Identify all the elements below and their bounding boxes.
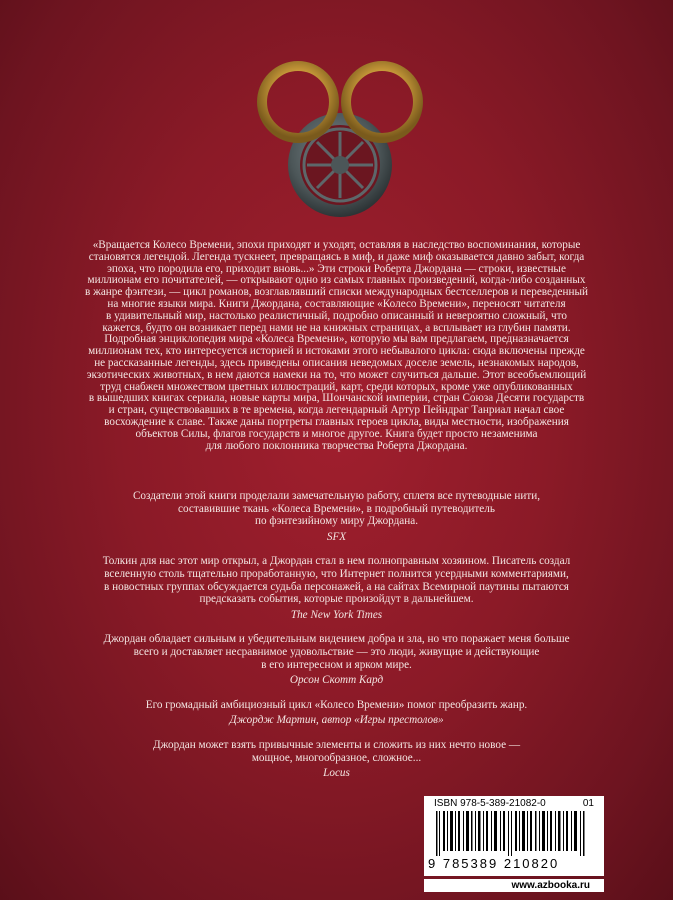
quote-author: Орсон Скотт Кард	[289, 674, 384, 687]
synopsis-line: в жанре фэнтези, — цикл романов, возглавлявший списки международных бестселлеров и переведенный	[85, 286, 588, 299]
barcode	[424, 796, 604, 876]
synopsis-line: эпоха, что породила его, приходит вновь...» Эти строки Роберта Джордана — строки, известные	[107, 262, 566, 275]
synopsis-line: «Вращается Колесо Времени, эпохи приходят и уходят, оставляя в наследство воспоминания, которые	[92, 239, 581, 251]
quote-line: предсказать события, которые произойдут в дальнейшем.	[199, 593, 474, 606]
quote-line: Создатели этой книги проделали замечательную работу, сплетя все путеводные нити,	[132, 490, 541, 502]
quote-author: The New York Times	[290, 608, 383, 621]
wheel-of-time-emblem	[240, 40, 440, 230]
synopsis-line: труд снабжен множеством цветных иллюстраций, карт, среди которых, кроме уже опубликованных	[100, 380, 573, 393]
synopsis	[70, 240, 603, 452]
quote-line: составившие ткань «Колеса Времени», в подробный путеводитель	[178, 502, 495, 515]
synopsis-line: не рассказанные легенды, здесь приведены описания неведомых доселе земель, незнакомых народов,	[94, 356, 579, 369]
publisher-website[interactable]: www.azbooka.ru	[424, 879, 604, 892]
review-quote	[60, 739, 613, 780]
quote-line: Его громадный амбициозный цикл «Колесо Времени» помог преобразить жанр.	[145, 698, 528, 711]
synopsis-line: кажется, будто он возникает перед нами не на книжных страницах, а всплывает из глубин памяти.	[102, 321, 571, 334]
synopsis-line: экзотических животных, в нем даются намеки на то, что может случиться дальше. Этот всеобъемлющий	[86, 368, 587, 381]
quote-line: Толкин для нас этот мир открыл, а Джордан стал в нем полноправным хозяином. Писатель создал	[102, 555, 571, 568]
synopsis-line: миллионам тех, кто интересуется историей и истоками этого небывалого цикла: сюда включены прежде	[88, 345, 585, 358]
synopsis-line: и стран, существовавших в те времена, когда легендарный Артур Пейндраг Танриал начал свое	[108, 404, 565, 417]
barcode-bars	[434, 811, 594, 856]
quote-line: в новостных группах обсуждается судьба персонажей, а на сайтах Всемирной паутины пытаются	[104, 580, 569, 593]
isbn-label: ISBN 978-5-389-21082-0	[434, 798, 546, 809]
synopsis-line: Подробная энциклопедия мира «Колеса Времени», которую мы вам предлагаем, предназначается	[104, 333, 569, 346]
review-quote	[60, 633, 613, 686]
quote-author: SFX	[326, 530, 347, 543]
synopsis-line: в вышедших книгах сериала, новые карты мира, Шончанской империи, стран Союза Десяти государств	[88, 392, 585, 405]
quote-line: в его интересном и ярком мире.	[261, 658, 412, 671]
synopsis-line: объектов Силы, флагов государств и многое другое. Книга будет просто незаменима	[135, 427, 538, 440]
synopsis-line: для любого поклонника творчества Роберта Джордана.	[205, 439, 468, 452]
quote-line: по фэнтезийному миру Джордана.	[254, 515, 419, 528]
synopsis-line: восхождение к славе. Также даны портреты главных героев цикла, виды местности, изображения	[104, 415, 569, 428]
quote-line: Джордан обладает сильным и убедительным видением добра и зла, но что поражает меня больше	[103, 633, 570, 646]
review-quote	[60, 555, 613, 621]
quote-line: Джордан может взять привычные элементы и сложить из них нечто новое —	[152, 738, 521, 751]
quote-line: вселенную столь тщательно проработанную, что Интернет полнится усердными комментариями,	[104, 567, 569, 580]
synopsis-line: миллионам его почитателей, — открывают одно из самых главных произведений, когда-либо созданных	[87, 274, 586, 287]
synopsis-line: на многие языки мира. Книги Джордана, составляющие «Колесо Времени», переносят читателя	[107, 297, 566, 310]
synopsis-line: становятся легендой. Легенда тускнеет, превращаясь в миф, и даже миф оказывается давно забыт, когда	[88, 250, 585, 263]
barcode-digits: 9 785389 210820	[428, 856, 560, 871]
review-quotes	[60, 490, 613, 792]
quote-author: Джордж Мартин, автор «Игры престолов»	[229, 714, 444, 727]
isbn-addon: 01	[582, 798, 594, 809]
quote-author: Locus	[323, 767, 350, 780]
quote-line: всего и доставляет несравнимое удовольствие — это люди, живущие и действующие	[133, 645, 540, 658]
synopsis-line: в удивительный мир, настолько реалистичный, подробно описанный и невероятно сложный, что	[106, 309, 567, 322]
review-quote	[60, 490, 613, 543]
quote-line: мощное, многообразное, сложное...	[251, 751, 422, 764]
review-quote	[60, 699, 613, 727]
isbn-row	[424, 798, 604, 809]
